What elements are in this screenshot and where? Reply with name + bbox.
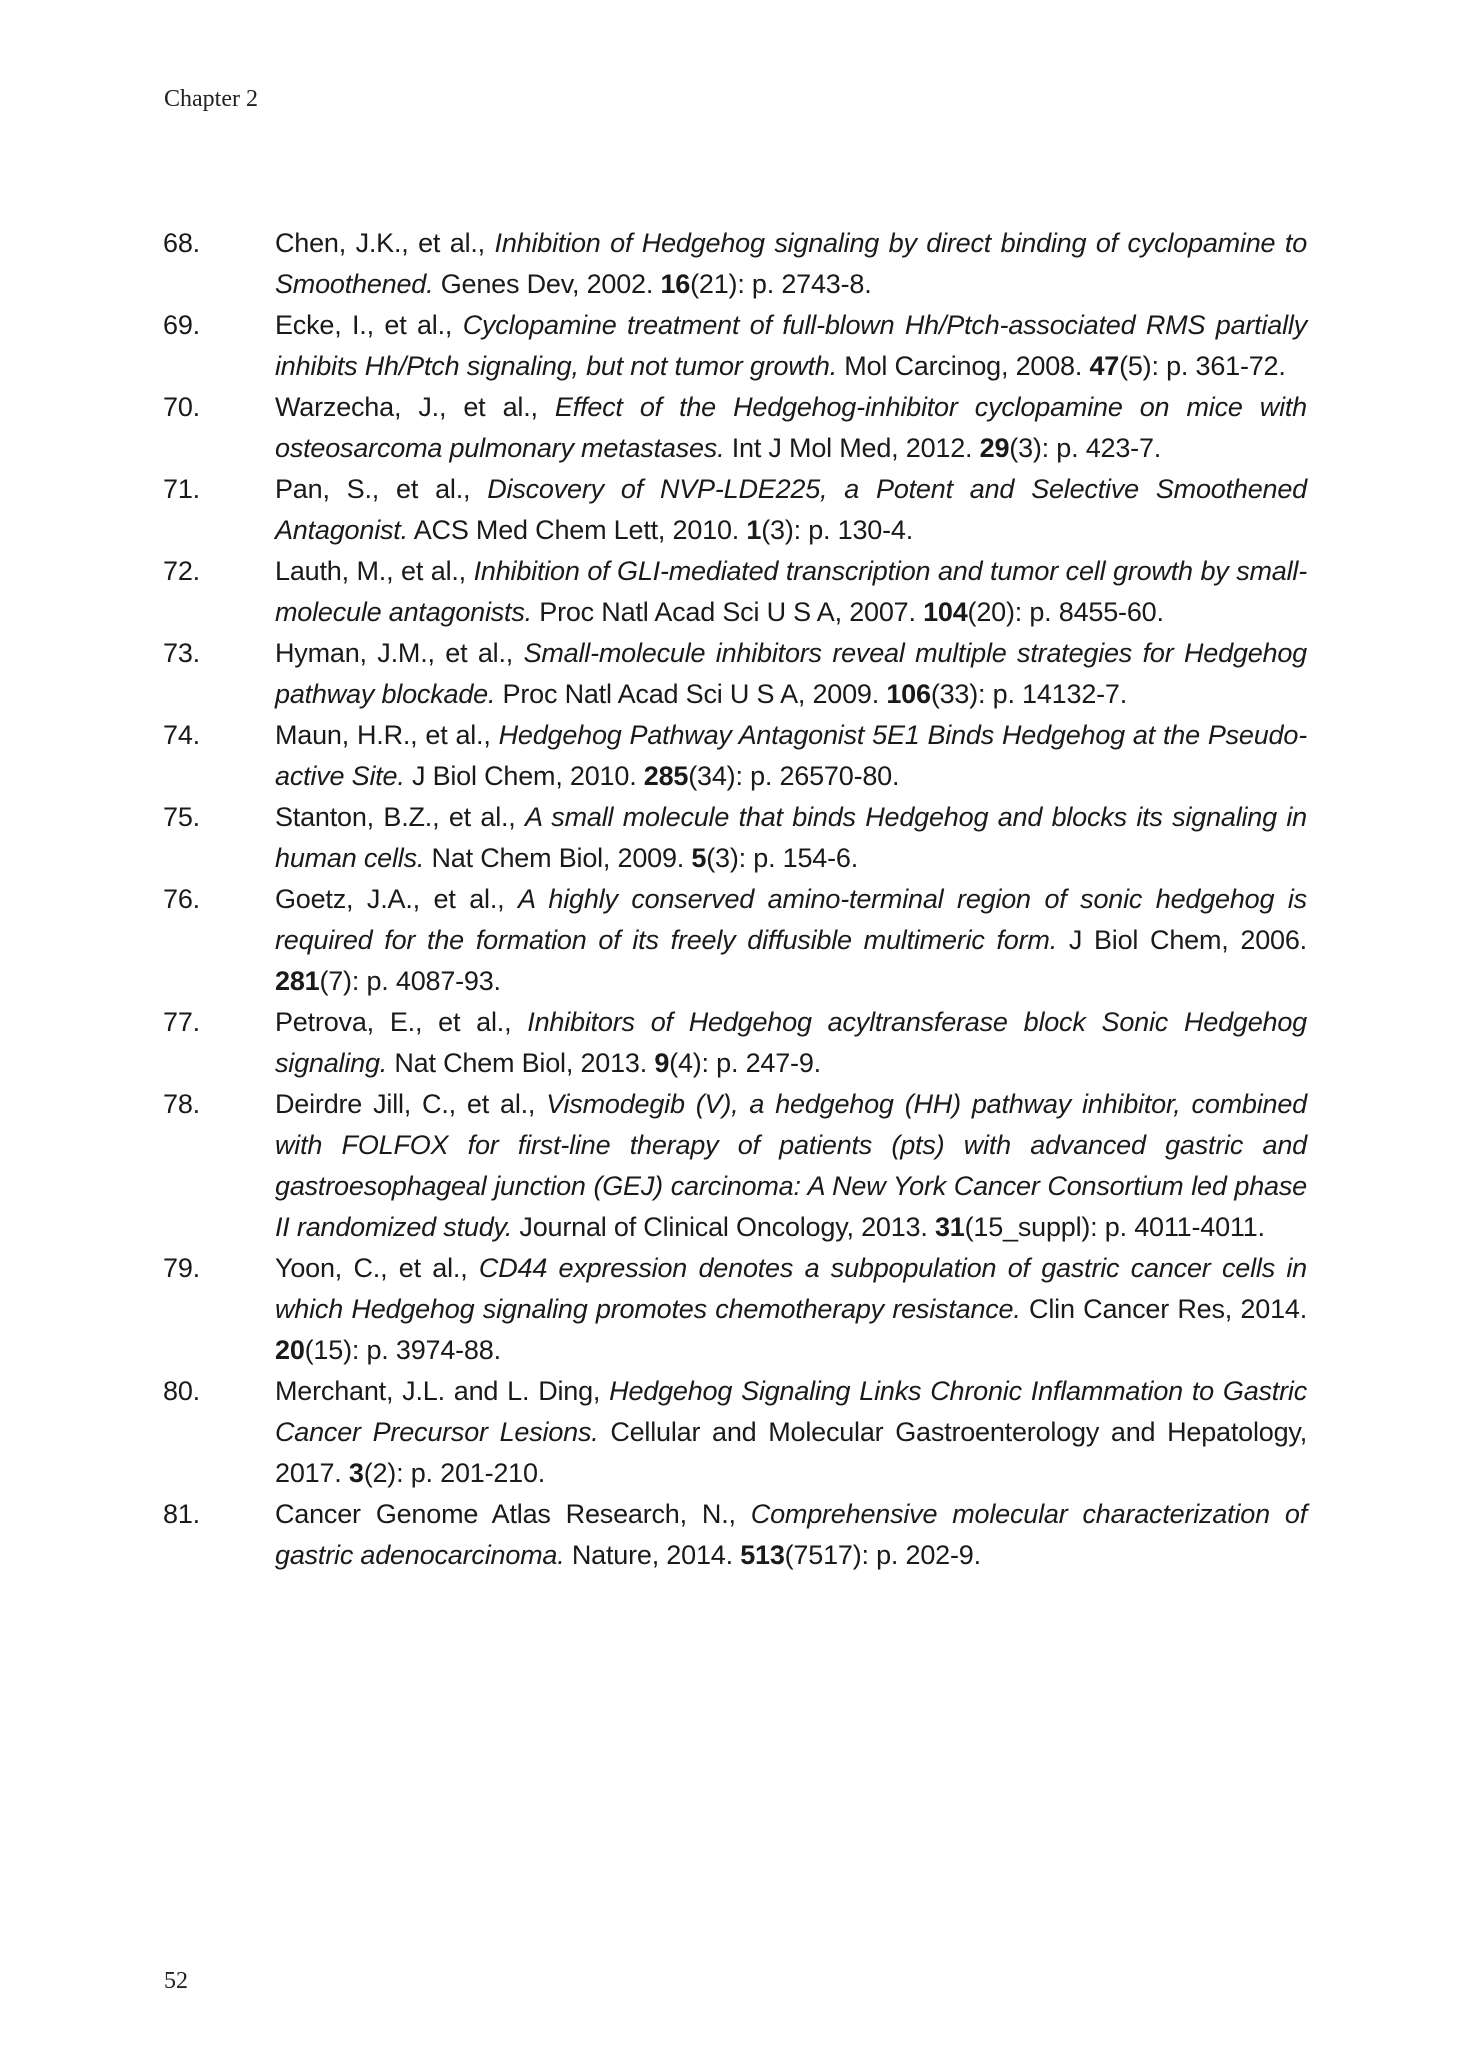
reference-text xyxy=(275,1248,1307,1371)
reference-title: Effect of the Hedgehog-inhibitor cyclopamine on mice with osteosarcoma pulmonary metastases. xyxy=(275,392,1308,463)
reference-volume: 16 xyxy=(660,269,691,299)
reference-item xyxy=(163,223,1307,305)
reference-text xyxy=(275,305,1307,387)
reference-title: A small molecule that binds Hedgehog and blocks its signaling in human cells. xyxy=(275,802,1307,873)
reference-title: A highly conserved amino-terminal region of sonic hedgehog is required for the formation of its freely diffusible multimeric form. xyxy=(275,884,1307,955)
reference-authors: Deirdre Jill, C., et al., xyxy=(275,1089,547,1119)
reference-journal: Proc Natl Acad Sci U S A, 2009. xyxy=(495,679,887,709)
reference-text xyxy=(275,469,1307,551)
reference-authors: Yoon, C., et al., xyxy=(275,1253,479,1283)
reference-pages: (3): p. 130-4. xyxy=(761,515,913,545)
reference-item xyxy=(163,551,1307,633)
reference-authors: Chen, J.K., et al., xyxy=(275,228,495,258)
reference-pages: (15_suppl): p. 4011-4011. xyxy=(964,1212,1265,1242)
reference-authors: Petrova, E., et al., xyxy=(275,1007,528,1037)
reference-item xyxy=(163,469,1307,551)
reference-text xyxy=(275,1494,1307,1576)
reference-pages: (2): p. 201-210. xyxy=(363,1458,546,1488)
running-header: Chapter 2 xyxy=(164,86,258,112)
reference-volume: 281 xyxy=(275,966,320,996)
reference-pages: (4): p. 247-9. xyxy=(669,1048,821,1078)
reference-authors: Goetz, J.A., et al., xyxy=(275,884,519,914)
reference-title: Cyclopamine treatment of full-blown Hh/Ptch-associated RMS partially inhibits Hh/Ptch signaling, but not tumor growth. xyxy=(275,310,1307,381)
reference-title: Small-molecule inhibitors reveal multiple strategies for Hedgehog pathway blockade. xyxy=(275,638,1307,709)
reference-number: 76. xyxy=(163,884,200,914)
reference-number: 70. xyxy=(163,392,200,422)
reference-pages: (21): p. 2743-8. xyxy=(690,269,872,299)
reference-pages: (5): p. 361-72. xyxy=(1119,351,1286,381)
reference-number: 81. xyxy=(163,1499,200,1529)
reference-volume: 20 xyxy=(275,1335,305,1365)
reference-volume: 9 xyxy=(654,1048,670,1078)
reference-text xyxy=(275,387,1307,469)
reference-item xyxy=(163,797,1307,879)
reference-text xyxy=(275,797,1307,879)
reference-pages: (34): p. 26570-80. xyxy=(688,761,900,791)
reference-text xyxy=(275,223,1307,305)
reference-volume: 5 xyxy=(691,843,707,873)
reference-authors: Cancer Genome Atlas Research, N., xyxy=(275,1499,751,1529)
reference-text xyxy=(275,551,1307,633)
reference-title: Comprehensive molecular characterization of gastric adenocarcinoma. xyxy=(275,1499,1307,1570)
reference-number: 71. xyxy=(163,474,200,504)
reference-authors: Lauth, M., et al., xyxy=(275,556,474,586)
reference-pages: (33): p. 14132-7. xyxy=(930,679,1128,709)
reference-authors: Stanton, B.Z., et al., xyxy=(275,802,526,832)
reference-item xyxy=(163,1494,1307,1576)
reference-journal: J Biol Chem, 2010. xyxy=(404,761,644,791)
reference-number: 72. xyxy=(163,556,200,586)
reference-text xyxy=(275,715,1307,797)
reference-volume: 104 xyxy=(923,597,968,627)
reference-journal: J Biol Chem, 2006. xyxy=(1057,925,1307,955)
reference-title: Inhibition of GLI-mediated transcription and tumor cell growth by small-molecule antagonists. xyxy=(275,556,1308,627)
reference-pages: (15): p. 3974-88. xyxy=(304,1335,501,1365)
reference-volume: 513 xyxy=(740,1540,785,1570)
reference-authors: Pan, S., et al., xyxy=(275,474,488,504)
reference-item xyxy=(163,1248,1307,1371)
reference-number: 74. xyxy=(163,720,200,750)
reference-title: Inhibition of Hedgehog signaling by direct binding of cyclopamine to Smoothened. xyxy=(275,228,1308,299)
reference-journal: Int J Mol Med, 2012. xyxy=(724,433,980,463)
reference-number: 80. xyxy=(163,1376,200,1406)
reference-volume: 3 xyxy=(348,1458,364,1488)
reference-number: 69. xyxy=(163,310,200,340)
reference-item xyxy=(163,1002,1307,1084)
reference-journal: Nat Chem Biol, 2009. xyxy=(424,843,692,873)
reference-journal: Mol Carcinog, 2008. xyxy=(837,351,1090,381)
reference-authors: Ecke, I., et al., xyxy=(275,310,463,340)
reference-number: 79. xyxy=(163,1253,200,1283)
reference-item xyxy=(163,879,1307,1002)
reference-volume: 47 xyxy=(1089,351,1120,381)
reference-volume: 106 xyxy=(886,679,931,709)
reference-number: 77. xyxy=(163,1007,200,1037)
reference-title: Hedgehog Signaling Links Chronic Inflammation to Gastric Cancer Precursor Lesions. xyxy=(275,1376,1308,1447)
reference-journal: Clin Cancer Res, 2014. xyxy=(1020,1294,1308,1324)
reference-journal: Genes Dev, 2002. xyxy=(433,269,661,299)
reference-text xyxy=(275,879,1307,1002)
reference-title: Inhibitors of Hedgehog acyltransferase block Sonic Hedgehog signaling. xyxy=(275,1007,1307,1078)
reference-item xyxy=(163,387,1307,469)
reference-authors: Warzecha, J., et al., xyxy=(275,392,555,422)
reference-number: 78. xyxy=(163,1089,200,1119)
reference-item xyxy=(163,1371,1307,1494)
reference-list xyxy=(163,223,1307,1576)
reference-number: 73. xyxy=(163,638,200,668)
reference-pages: (3): p. 154-6. xyxy=(706,843,859,873)
reference-number: 75. xyxy=(163,802,200,832)
reference-item xyxy=(163,305,1307,387)
reference-pages: (7517): p. 202-9. xyxy=(784,1540,981,1570)
reference-number: 68. xyxy=(163,228,200,258)
reference-journal: ACS Med Chem Lett, 2010. xyxy=(407,515,747,545)
reference-journal: Journal of Clinical Oncology, 2013. xyxy=(512,1212,935,1242)
reference-pages: (7): p. 4087-93. xyxy=(319,966,501,996)
reference-pages: (3): p. 423-7. xyxy=(1009,433,1162,463)
reference-volume: 31 xyxy=(934,1212,965,1242)
reference-journal: Cellular and Molecular Gastroenterology and Hepatology, 2017. xyxy=(275,1417,1307,1488)
reference-title: Hedgehog Pathway Antagonist 5E1 Binds Hedgehog at the Pseudo-active Site. xyxy=(275,720,1307,791)
reference-text xyxy=(275,633,1307,715)
reference-text xyxy=(275,1371,1307,1494)
reference-authors: Maun, H.R., et al., xyxy=(275,720,499,750)
reference-journal: Nature, 2014. xyxy=(564,1540,741,1570)
reference-journal: Proc Natl Acad Sci U S A, 2007. xyxy=(531,597,924,627)
reference-title: Vismodegib (V), a hedgehog (HH) pathway inhibitor, combined with FOLFOX for first-line therapy of patients (pts) with advanced gastric and gastroesophageal junction (GEJ) carcinoma: A New York Cancer Consortium led phase II randomized study. xyxy=(275,1089,1307,1242)
reference-item xyxy=(163,1084,1307,1248)
reference-volume: 29 xyxy=(979,433,1010,463)
reference-text xyxy=(275,1084,1307,1248)
reference-title: CD44 expression denotes a subpopulation of gastric cancer cells in which Hedgehog signaling promotes chemotherapy resistance. xyxy=(275,1253,1308,1324)
reference-item xyxy=(163,633,1307,715)
reference-title: Discovery of NVP-LDE225, a Potent and Selective Smoothened Antagonist. xyxy=(275,474,1307,545)
reference-item xyxy=(163,715,1307,797)
reference-authors: Hyman, J.M., et al., xyxy=(275,638,524,668)
reference-volume: 1 xyxy=(746,515,762,545)
reference-pages: (20): p. 8455-60. xyxy=(967,597,1164,627)
reference-volume: 285 xyxy=(643,761,689,791)
reference-authors: Merchant, J.L. and L. Ding, xyxy=(275,1376,610,1406)
reference-journal: Nat Chem Biol, 2013. xyxy=(387,1048,655,1078)
reference-text xyxy=(275,1002,1307,1084)
page-number: 52 xyxy=(164,1968,188,1994)
